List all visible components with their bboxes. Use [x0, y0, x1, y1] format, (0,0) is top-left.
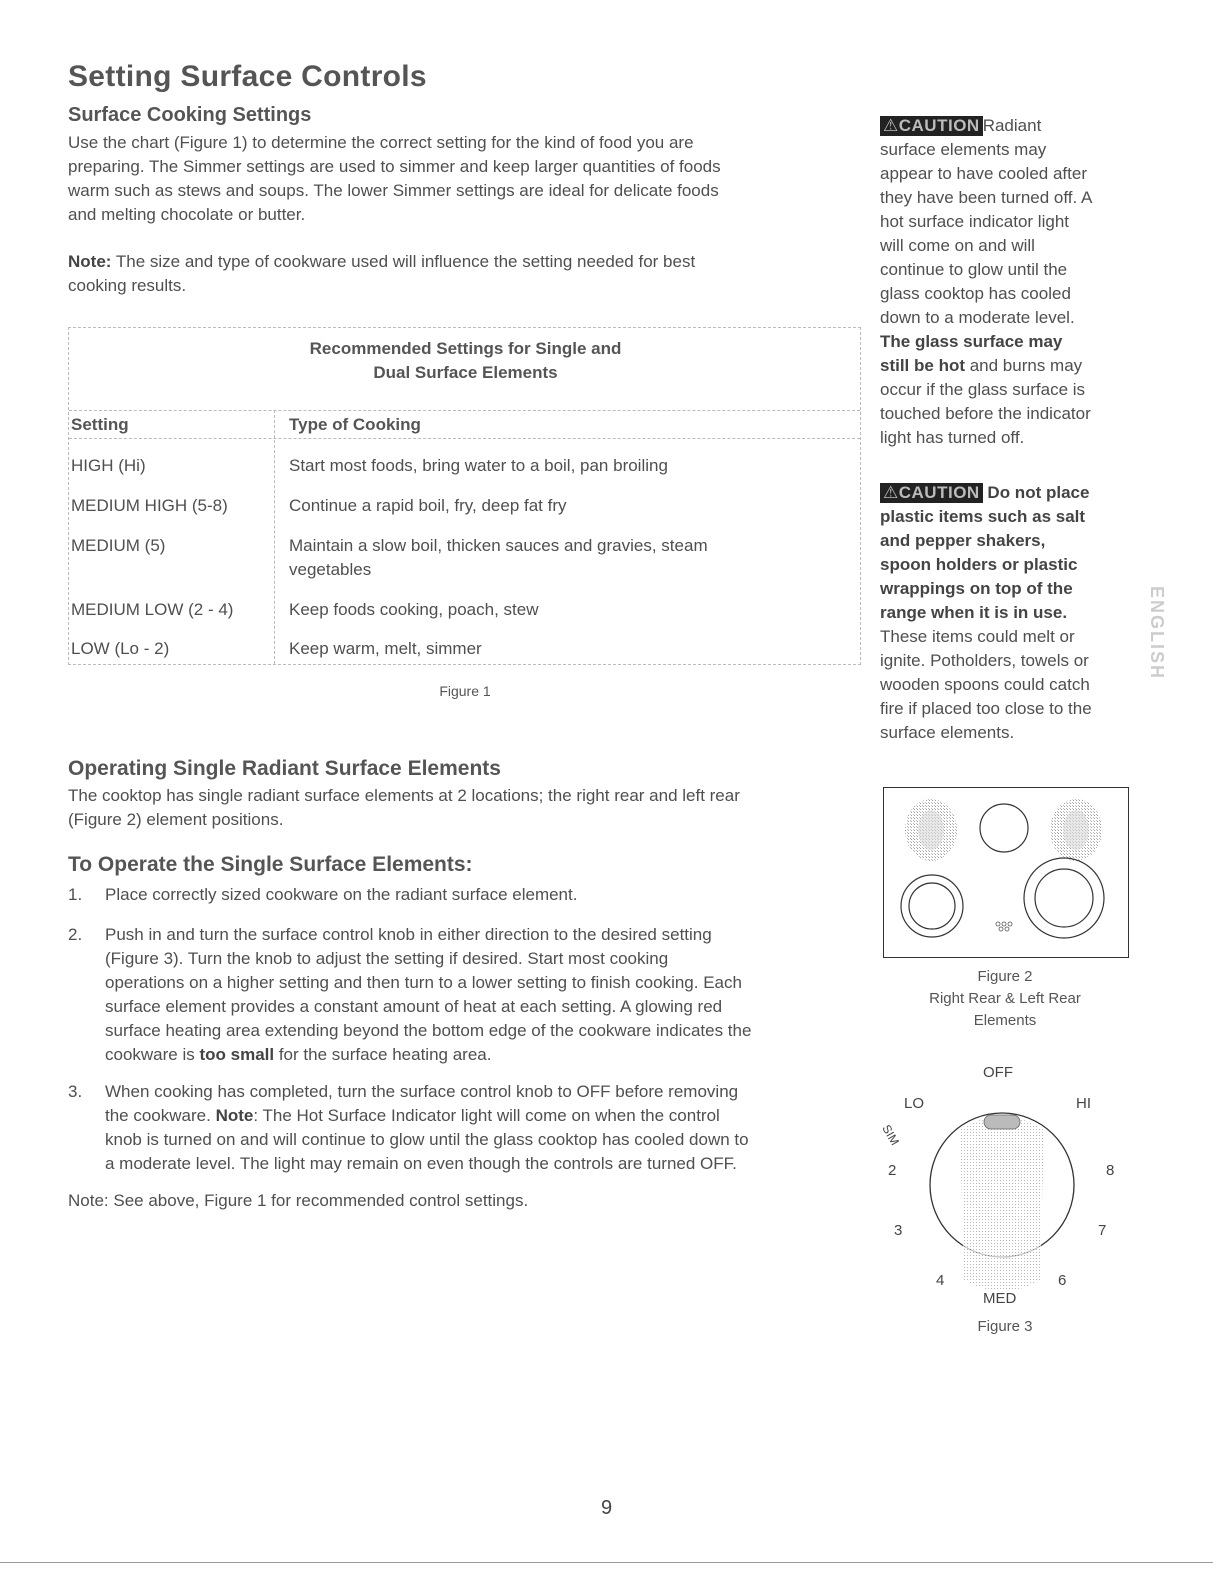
- dial-off-label: OFF: [983, 1064, 1013, 1081]
- step-number: 3.: [68, 1082, 83, 1101]
- final-note: Note: See above, Figure 1 for recommended control settings.: [68, 1191, 529, 1210]
- note-paragraph: [68, 250, 828, 298]
- caution-badge: ⚠CAUTION: [880, 116, 983, 136]
- step-line: a moderate level. The light may remain on even though the controls are turned OFF.: [105, 1154, 737, 1173]
- step-text-fragment: the cookware.: [105, 1106, 216, 1125]
- language-side-tab: [1143, 568, 1167, 698]
- caution-line: continue to glow until the: [880, 260, 1068, 279]
- table-cell-type: Maintain a slow boil, thicken sauces and gravies, steam: [289, 536, 708, 555]
- knob-pointer: [984, 1115, 1020, 1129]
- step-emphasis: too small: [199, 1045, 275, 1064]
- figure-1-label: Figure 1: [439, 683, 491, 699]
- step-line: operations on a higher setting and then turn to a lower setting to finish cooking. Each: [105, 973, 742, 992]
- step-text: Place correctly sized cookware on the radiant surface element.: [105, 885, 578, 904]
- note-label: Note:: [68, 252, 112, 271]
- caution-badge-text: CAUTION: [898, 116, 980, 135]
- caution-bold-line: and pepper shakers,: [880, 531, 1046, 550]
- step-line: [105, 1104, 865, 1128]
- figure-2-label: Figure 2: [977, 968, 1033, 985]
- table-divider: [69, 410, 860, 411]
- dial-hi-label: HI: [1076, 1095, 1091, 1112]
- step-number: 1.: [68, 885, 83, 904]
- caution-line: light has turned off.: [880, 428, 1025, 447]
- column-header-type: Type of Cooking: [289, 415, 421, 434]
- table-divider: [69, 438, 860, 439]
- table-cell-setting: MEDIUM (5): [71, 536, 166, 555]
- table-cell-setting: MEDIUM LOW (2 - 4): [71, 600, 234, 619]
- dial-med-label: MED: [983, 1290, 1017, 1307]
- step-line: surface element provides a constant amount of heat at each setting. A glowing red: [105, 997, 723, 1016]
- section-heading-surface-cooking: Surface Cooking Settings: [68, 104, 312, 126]
- column-header-setting: Setting: [71, 415, 129, 434]
- caution-line: and burns may: [965, 356, 1083, 375]
- operating-line: The cooktop has single radiant surface elements at 2 locations; the right rear and left rear: [68, 786, 740, 805]
- caution-line: they have been turned off. A: [880, 188, 1093, 207]
- table-cell-setting: HIGH (Hi): [71, 456, 146, 475]
- cooktop-svg: [884, 788, 1128, 957]
- table-cell-type: Keep foods cooking, poach, stew: [289, 600, 539, 619]
- dial-6-label: 6: [1058, 1272, 1067, 1289]
- step-line: When cooking has completed, turn the surface control knob to OFF before removing: [105, 1082, 739, 1101]
- step-line: Push in and turn the surface control knob in either direction to the desired setting: [105, 925, 712, 944]
- caution-bold-line: spoon holders or plastic: [880, 555, 1078, 574]
- caution-line: touched before the indicator: [880, 404, 1091, 423]
- intro-line: preparing. The Simmer settings are used to simmer and keep larger quantities of foods: [68, 157, 721, 176]
- settings-table: [68, 327, 861, 665]
- page-bottom-rule: [0, 1562, 1213, 1563]
- table-cell-setting: LOW (Lo - 2): [71, 639, 170, 658]
- caution-line: wooden spoons could catch: [880, 675, 1090, 694]
- step-text-fragment: : The Hot Surface Indicator light will come on when the control: [253, 1106, 720, 1125]
- table-caption: Recommended Settings for Single and: [309, 339, 622, 358]
- table-cell-setting: MEDIUM HIGH (5-8): [71, 496, 228, 515]
- table-cell-type: Continue a rapid boil, fry, deep fat fry: [289, 496, 567, 515]
- figure-2-caption: [880, 966, 1130, 1032]
- caution-block-1: [880, 114, 1140, 450]
- caution-text: Radiant: [982, 116, 1042, 135]
- caution-line: down to a moderate level.: [880, 308, 1075, 327]
- caution-badge-text: CAUTION: [898, 483, 980, 502]
- table-caption: Dual Surface Elements: [373, 363, 558, 382]
- caution-line: glass cooktop has cooled: [880, 284, 1071, 303]
- caution-line: hot surface indicator light: [880, 212, 1069, 231]
- step-line: surface heating area extending beyond the bottom edge of the cookware indicates the: [105, 1021, 752, 1040]
- operating-paragraph: [68, 784, 858, 832]
- step-text-fragment: for the surface heating area.: [274, 1045, 492, 1064]
- step-line: (Figure 3). Turn the knob to adjust the setting if desired. Start most cooking: [105, 949, 669, 968]
- dial-lo-label: LO: [904, 1095, 925, 1112]
- section-heading-operating: Operating Single Radiant Surface Elements: [68, 757, 501, 780]
- center-rear-element: [980, 804, 1028, 852]
- step-emphasis: Note: [215, 1106, 254, 1125]
- intro-line: warm such as stews and soups. The lower Simmer settings are ideal for delicate foods: [68, 181, 719, 200]
- figure-3-label: Figure 3: [977, 1318, 1033, 1335]
- step-line: knob is turned on and will continue to glow until the glass cooktop has cooled down to: [105, 1130, 749, 1149]
- note-text: The size and type of cookware used will influence the setting needed for best: [111, 252, 696, 271]
- caution-line: occur if the glass surface is: [880, 380, 1086, 399]
- indicator-lights: [996, 922, 1012, 931]
- right-front-element: [1024, 858, 1104, 938]
- intro-line: Use the chart (Figure 1) to determine the correct setting for the kind of food you are: [68, 133, 694, 152]
- control-knob-diagram: [880, 1060, 1130, 1320]
- caution-bold-line: still be hot: [880, 356, 965, 375]
- intro-paragraph: [68, 131, 838, 227]
- left-front-element: [901, 875, 963, 937]
- caution-bold-line: Do not place: [982, 483, 1090, 502]
- step-text: [105, 923, 865, 1067]
- page-title: Setting Surface Controls: [68, 60, 427, 93]
- caution-line: surface elements may: [880, 140, 1047, 159]
- figure-2-caption-line: Elements: [973, 1012, 1037, 1029]
- table-cell-type: vegetables: [289, 560, 372, 579]
- caution-line: will come on and will: [880, 236, 1035, 255]
- caution-line: These items could melt or: [880, 627, 1075, 646]
- operating-line: (Figure 2) element positions.: [68, 810, 284, 829]
- knob-grip: [960, 1116, 1044, 1290]
- caution-bold-line: The glass surface may: [880, 332, 1063, 351]
- caution-line: surface elements.: [880, 723, 1015, 742]
- step-line: [105, 1043, 865, 1067]
- step-number: 2.: [68, 925, 83, 944]
- page-number: 9: [600, 1497, 613, 1519]
- step-text-fragment: cookware is: [105, 1045, 200, 1064]
- section-heading-to-operate: To Operate the Single Surface Elements:: [68, 853, 473, 876]
- caution-bold-line: wrappings on top of the: [880, 579, 1073, 598]
- dial-3-label: 3: [894, 1222, 903, 1239]
- dial-8-label: 8: [1106, 1162, 1115, 1179]
- intro-line: and melting chocolate or butter.: [68, 205, 306, 224]
- caution-line: appear to have cooled after: [880, 164, 1087, 183]
- cooktop-diagram: [883, 787, 1129, 958]
- caution-line: ignite. Potholders, towels or: [880, 651, 1089, 670]
- side-tab-text: ENGLISH: [1147, 585, 1167, 680]
- table-column-divider: [274, 410, 275, 664]
- table-cell-type: Keep warm, melt, simmer: [289, 639, 482, 658]
- dial-sim-label: SIM: [879, 1122, 903, 1148]
- dial-2-label: 2: [888, 1162, 897, 1179]
- caution-line: fire if placed too close to the: [880, 699, 1092, 718]
- caution-bold-line: plastic items such as salt: [880, 507, 1086, 526]
- dial-4-label: 4: [936, 1272, 945, 1289]
- caution-block-2: [880, 481, 1140, 745]
- figure-2-caption-line: Right Rear & Left Rear: [929, 990, 1081, 1007]
- table-cell-type: Start most foods, bring water to a boil, pan broiling: [289, 456, 668, 475]
- caution-bold-line: range when it is in use.: [880, 603, 1068, 622]
- step-text: [105, 1080, 865, 1176]
- caution-badge: ⚠CAUTION: [880, 483, 983, 503]
- dial-7-label: 7: [1098, 1222, 1107, 1239]
- note-text: cooking results.: [68, 276, 187, 295]
